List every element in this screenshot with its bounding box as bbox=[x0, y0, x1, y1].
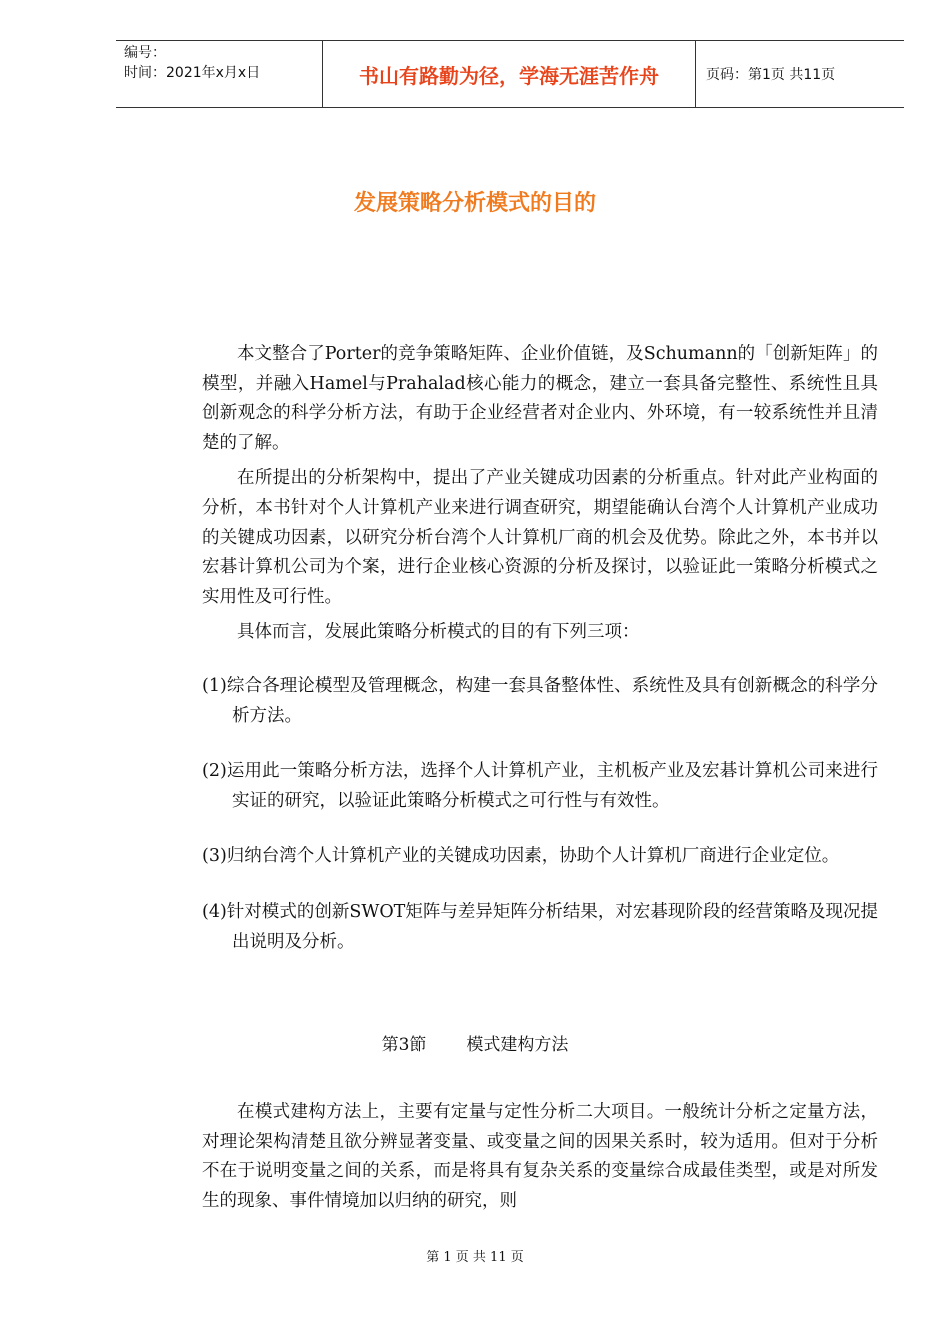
header-page-info: 页码：第1页 共11页 bbox=[706, 67, 836, 83]
header-motto: 书山有路勤为径，学海无涯苦作舟 bbox=[323, 41, 696, 107]
list-item-3: (3)归纳台湾个人计算机产业的关键成功因素，协助个人计算机厂商进行企业定位。 bbox=[202, 846, 840, 867]
header-table bbox=[116, 40, 904, 108]
section-body bbox=[202, 1098, 878, 1216]
header-meta bbox=[116, 41, 323, 107]
paragraph-3: 具体而言，发展此策略分析模式的目的有下列三项： bbox=[237, 622, 640, 643]
list-item-2: (2)运用此一策略分析方法，选择个人计算机产业，主机板产业及宏碁计算机公司来进行实证的研究，以验证此策略分析模式之可行性与有效性。 bbox=[202, 761, 878, 811]
list-item-1: (1)综合各理论模型及管理概念，构建一套具备整体性、系统性及具有创新概念的科学分析方法。 bbox=[202, 675, 878, 726]
page-footer: 第 1 页 共 11 页 bbox=[426, 1250, 524, 1265]
number-label: 编号： bbox=[124, 45, 166, 61]
intro-body bbox=[202, 340, 878, 957]
section-number: 第3節 bbox=[381, 1035, 427, 1055]
paragraph-1: 本文整合了Porter的竞争策略矩阵、企业价值链，及Schumann的「创新矩阵」的模型，并融入Hamel与Prahalad核心能力的概念，建立一套具备完整性、系统性且具创新观念的科学分析方法，有助于企业经营者对企业内、外环境，有一较系统性并且清楚的了解。 bbox=[202, 344, 878, 453]
time-label: 时间：2021年x月x日 bbox=[124, 65, 261, 81]
paragraph-2: 在所提出的分析架构中，提出了产业关键成功因素的分析重点。针对此产业构面的分析，本书针对个人计算机产业来进行调查研究，期望能确认台湾个人计算机产业成功的关键成功因素，以研究分析台湾个人计算机厂商的机会及优势。除此之外，本书并以宏碁计算机公司为个案，进行企业核心资源的分析及探讨，以验证此一策略分析模式之实用性及可行性。 bbox=[202, 468, 878, 607]
document-title: 发展策略分析模式的目的 bbox=[353, 191, 596, 216]
section-title: 模式建构方法 bbox=[466, 1035, 569, 1055]
section-paragraph: 在模式建构方法上，主要有定量与定性分析二大项目。一般统计分析之定量方法，对理论架构清楚且欲分辨显著变量、或变量之间的因果关系时，较为适用。但对于分析不在于说明变量之间的关系，而是将具有复杂关系的变量综合成最佳类型，或是对所发生的现象、事件情境加以归纳的研究，则 bbox=[202, 1102, 878, 1211]
section-heading bbox=[0, 1030, 950, 1055]
list-item-4: (4)针对模式的创新SWOT矩阵与差异矩阵分析结果，对宏碁现阶段的经营策略及现况提出说明及分析。 bbox=[202, 901, 878, 952]
